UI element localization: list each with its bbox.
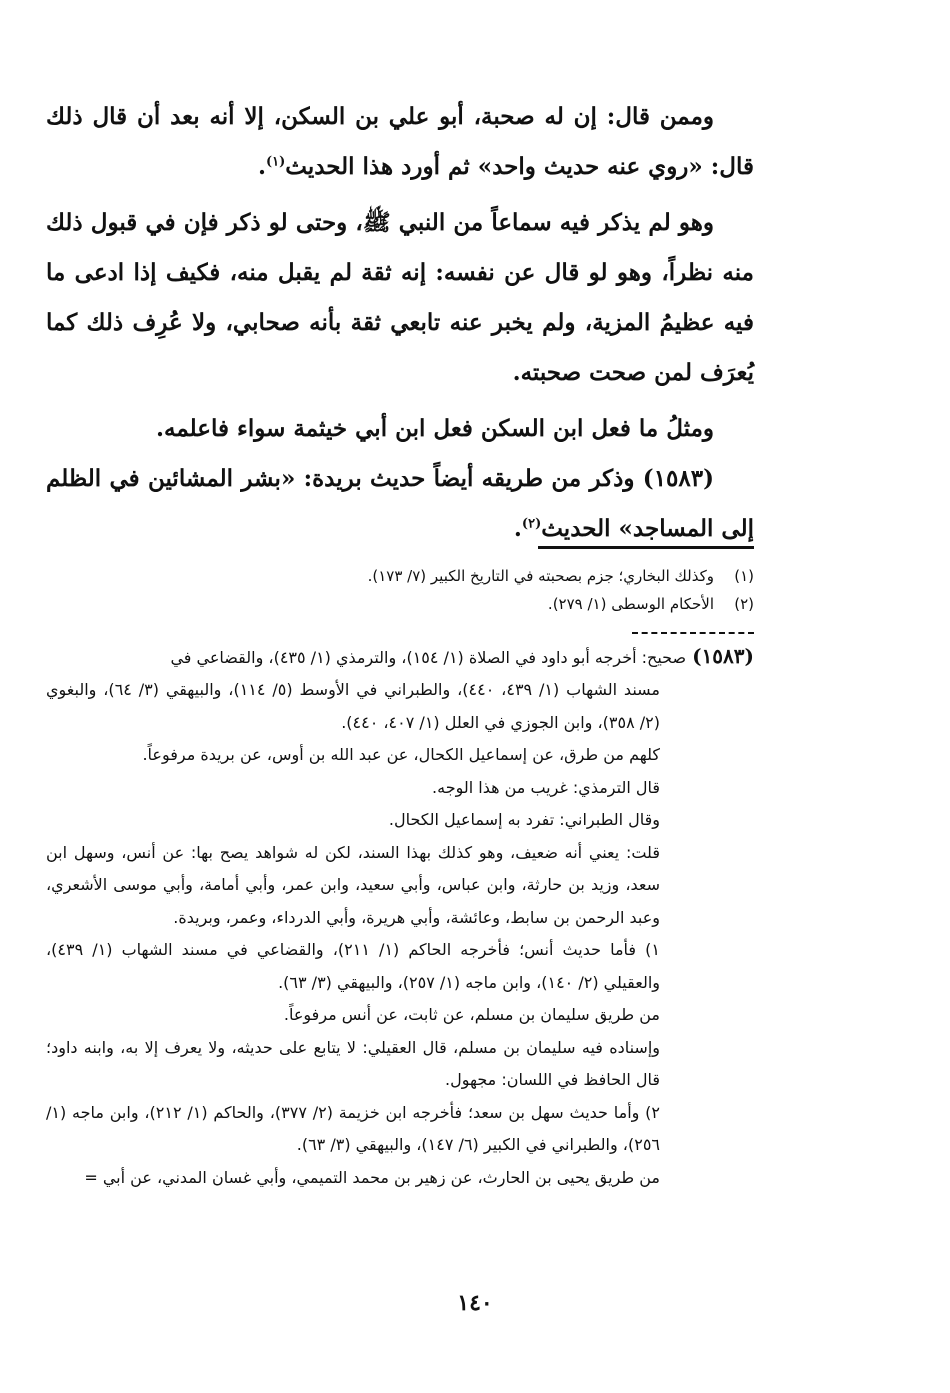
takhrij-body — [46, 674, 660, 1194]
takhrij-line: من طريق سليمان بن مسلم، عن ثابت، عن أنس مرفوعاً. — [283, 1005, 660, 1024]
takhrij-line: وقال الطبراني: تفرد به إسماعيل الكحال. — [388, 810, 660, 829]
footnote-ref-2: (٢) — [521, 516, 542, 532]
footnote-2-marker: (٢) — [734, 595, 754, 613]
takhrij-section — [46, 640, 754, 1194]
hadith-number: (١٥٨٣) — [642, 465, 714, 492]
footnote-1 — [46, 562, 754, 590]
takhrij-divider — [632, 632, 754, 634]
takhrij-line: ٢) وأما حديث سهل بن سعد؛ فأخرجه ابن خزيمة (٢/ ٣٧٧)، والحاكم (١/ ٢١٢)، وابن ماجه (١/ ٢٥٦)، والطبراني في الكبير (٦/ ١٤٧)، والبيهقي (٣/ ٦٣). — [46, 1102, 661, 1154]
footnote-2-text: الأحكام الوسطى (١/ ٢٧٩). — [547, 595, 714, 613]
takhrij-line: وإسناده فيه سليمان بن مسلم، قال العقيلي: لا يتابع على حديثه، ولا يعرف إلا به، وابنه داود؛ قال الحافظ في اللسان: مجهول. — [46, 1037, 660, 1089]
takhrij-first-line — [46, 640, 754, 674]
footnotes — [46, 562, 754, 618]
footnote-1-marker: (١) — [734, 567, 754, 585]
paragraph-1 — [46, 92, 754, 192]
paragraph-1-text: وممن قال: إن له صحبة، أبو علي بن السكن، إلا أنه بعد أن قال ذلك قال: «روي عنه حديث واحد» ثم أورد هذا الحديث — [46, 103, 754, 180]
footnote-ref-1: (١) — [265, 154, 286, 170]
main-text — [46, 92, 754, 554]
takhrij-first-text: صحيح: أخرجه أبو داود في الصلاة (١/ ١٥٤)، والترمذي (١/ ٤٣٥)، والقضاعي في — [170, 648, 687, 667]
paragraph-4-end: . — [513, 515, 522, 542]
takhrij-line: مسند الشهاب (١/ ٤٣٩، ٤٤٠)، والطبراني في الأوسط (٥/ ١١٤)، والبيهقي (٣/ ٦٤)، والبغوي (٢/ ٣٥٨)، وابن الجوزي في العلل (١/ ٤٠٧، ٤٤٠). — [46, 680, 660, 732]
takhrij-line: قلت: يعني أنه ضعيف، وهو كذلك بهذا السند، لكن له شواهد يصح بها: عن أنس، وسهل ابن سعد، وزيد بن حارثة، وابن عباس، وأبي سعيد، وابن عمر، وأبي أمامة، وأبي موسى الأشعري، وعبد الرحمن بن سابط، وعائشة، وأبي هريرة، وأبي الدرداء، وعمر، وبريدة. — [46, 842, 660, 927]
paragraph-1-end: . — [257, 153, 266, 180]
paragraph-2: وهو لم يذكر فيه سماعاً من النبي ﷺ، وحتى لو ذكر فإن في قبول ذلك منه نظراً، وهو لو قال عن نفسه: إنه ثقة لم يقبل منه، فكيف إذا ادعى ما فيه عظيمُ المزية، ولم يخبر عنه تابعي ثقة بأنه صحابي، ولا عُرِف ذلك كما يُعرَف لمن صحت صحبته. — [46, 209, 754, 386]
takhrij-line: من طريق يحيى بن الحارث، عن زهير بن محمد التميمي، وأبي غسان المدني، عن أبي = — [84, 1167, 660, 1187]
takhrij-line: ١) فأما حديث أنس؛ فأخرجه الحاكم (١/ ٢١١)، والقضاعي في مسند الشهاب (١/ ٤٣٩)، والعقيلي (٢/ ١٤٠)، وابن ماجه (١/ ٢٥٧)، والبيهقي (٣/ ٦٣). — [46, 940, 661, 992]
page-number: ١٤٠ — [457, 1290, 493, 1316]
takhrij-number: (١٥٨٣) — [692, 644, 754, 668]
takhrij-line: قال الترمذي: غريب من هذا الوجه. — [432, 777, 660, 797]
footnote-divider — [538, 546, 754, 549]
paragraph-4 — [46, 454, 754, 554]
takhrij-line: كلهم من طرق، عن إسماعيل الكحال، عن عبد الله بن أوس، عن بريدة مرفوعاً. — [142, 745, 660, 764]
paragraph-3: ومثلُ ما فعل ابن السكن فعل ابن أبي خيثمة سواء فاعلمه. — [156, 415, 714, 442]
footnote-2 — [46, 590, 754, 618]
footnote-1-text: وكذلك البخاري؛ جزم بصحبته في التاريخ الكبير (٧/ ١٧٣). — [367, 567, 714, 585]
paragraph-4-text: وذكر من طريقه أيضاً حديث بريدة: «بشر المشائين في الظلم إلى المساجد» الحديث — [46, 465, 754, 542]
